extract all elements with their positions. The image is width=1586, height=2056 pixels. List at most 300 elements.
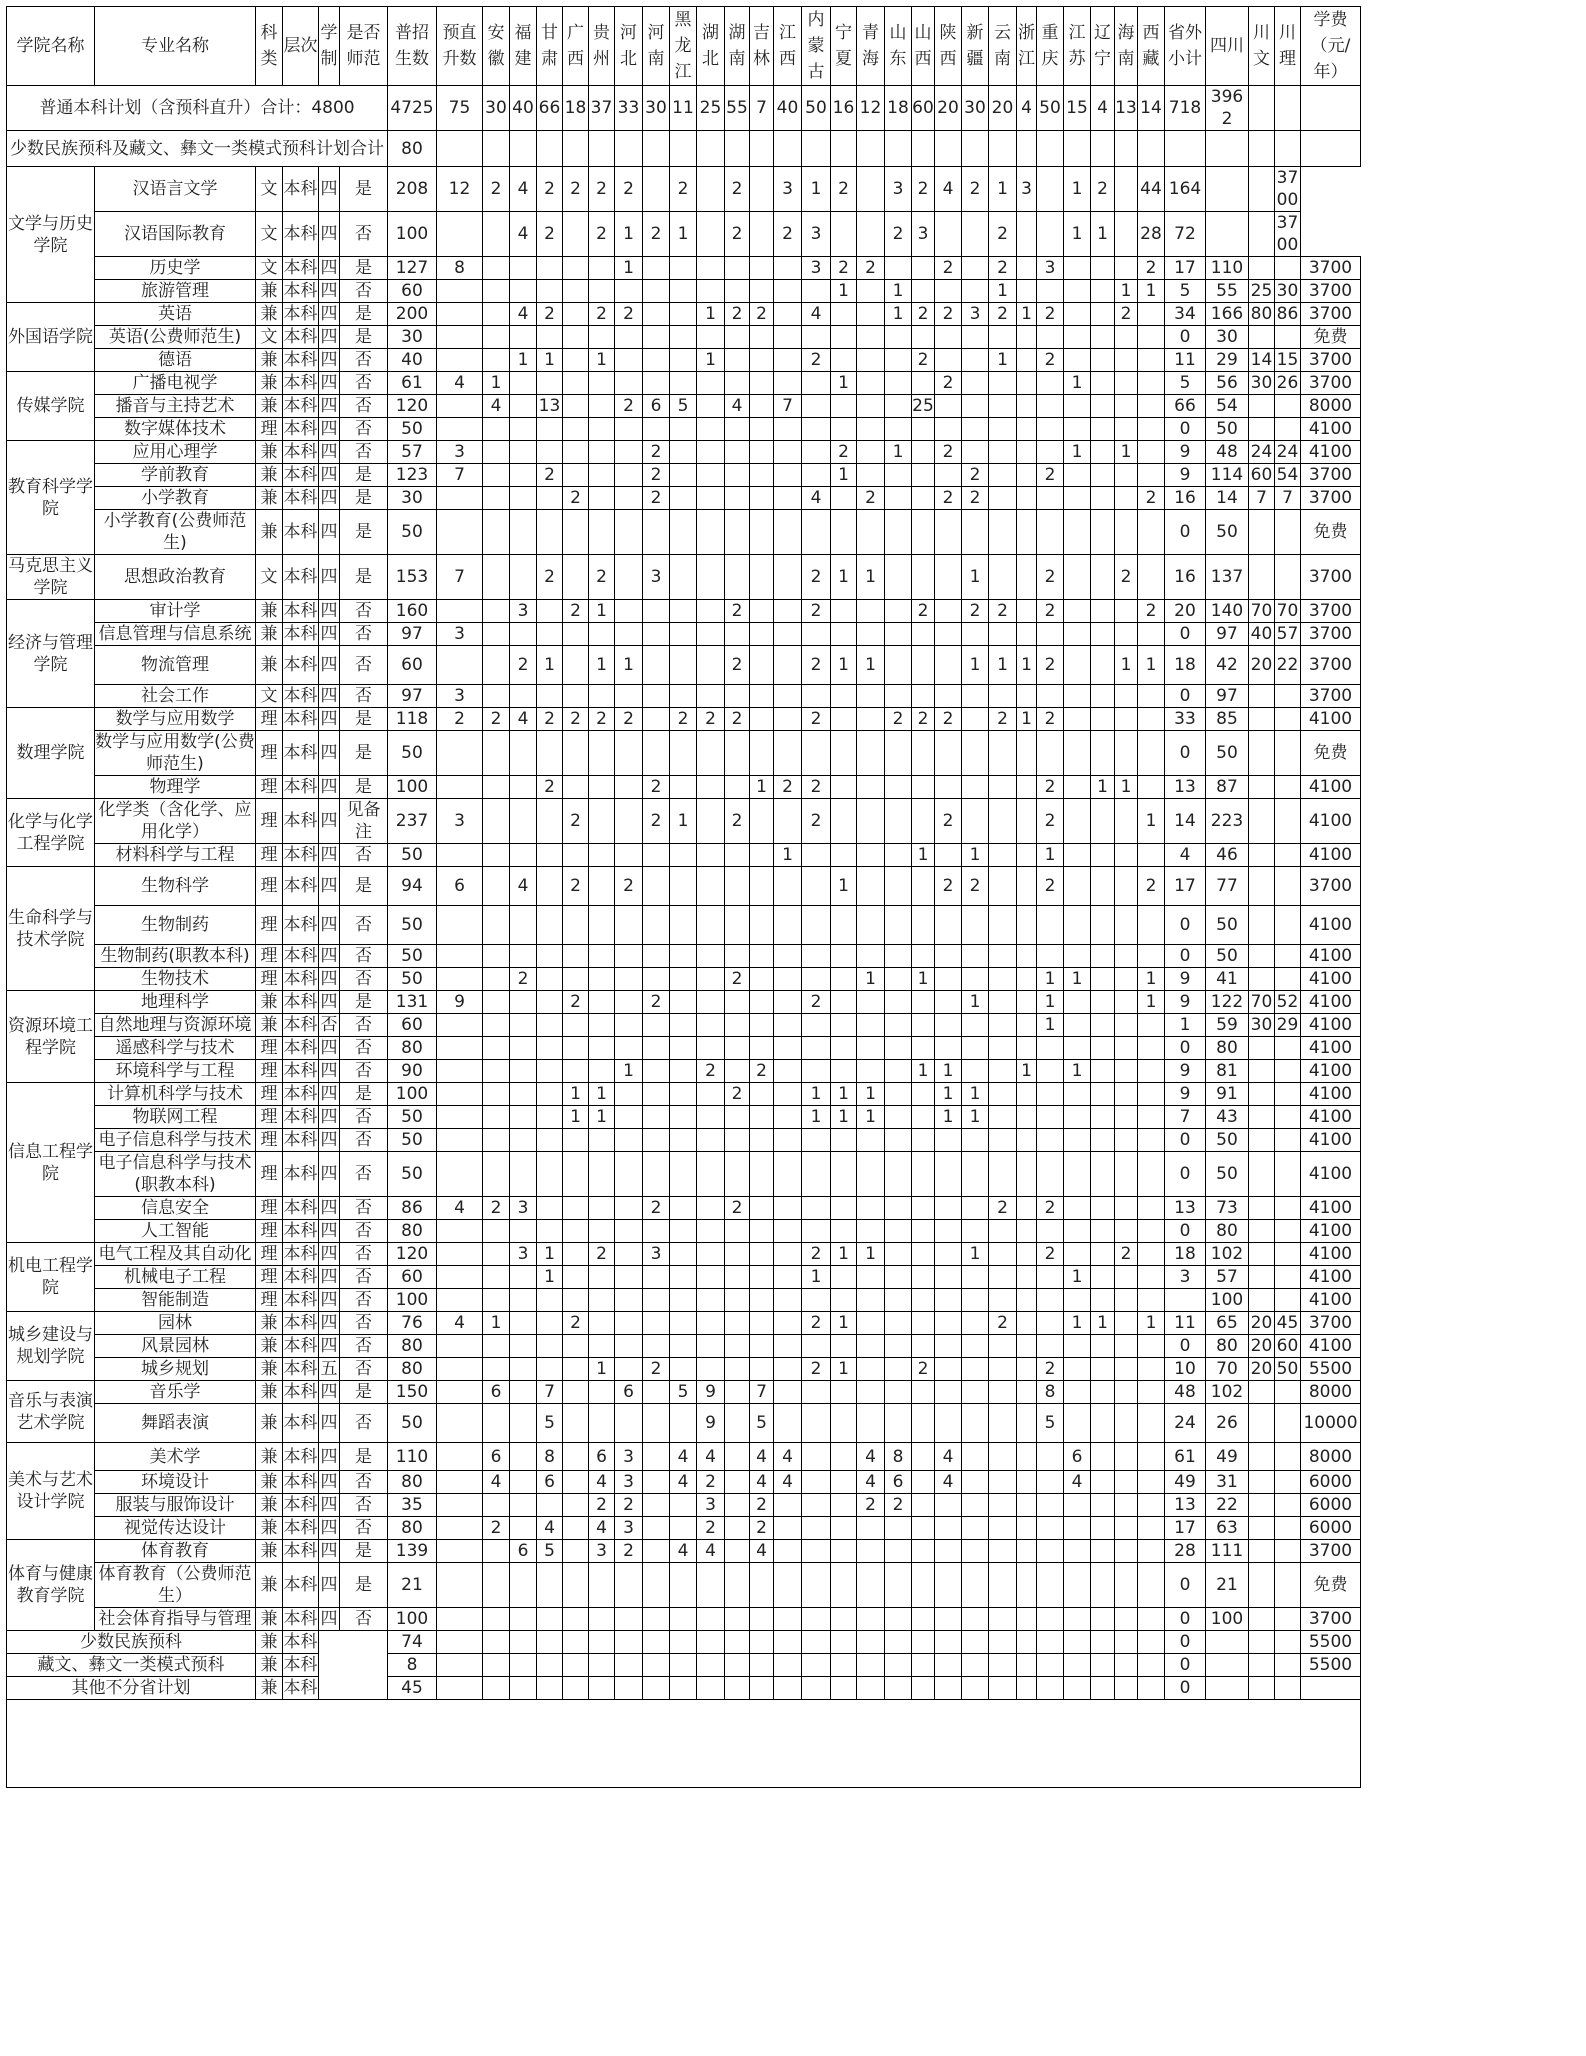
cell-gansu — [537, 945, 563, 968]
cell-outside-subtotal: 18 — [1165, 646, 1206, 685]
cell-guizhou — [589, 1152, 615, 1197]
table-row — [7, 906, 1361, 945]
cell-category: 兼 — [256, 1443, 283, 1471]
cell-normal: 否 — [340, 395, 388, 418]
cell-xinjiang — [962, 1608, 989, 1631]
cell-jiangsu — [1064, 799, 1091, 844]
cell-empty — [670, 1654, 697, 1677]
cell-jiangxi — [774, 1106, 802, 1129]
cell-shandong — [885, 1197, 912, 1220]
cell-empty — [912, 1654, 935, 1677]
cell-gansu — [537, 600, 563, 623]
cell-liaoning — [1091, 623, 1115, 646]
major-name: 城乡规划 — [95, 1358, 256, 1381]
table-row — [7, 1335, 1361, 1358]
cell-empty — [1017, 1631, 1037, 1654]
cell-empty — [802, 1677, 831, 1700]
cell-yunnan: 1 — [989, 280, 1017, 303]
cell-xizang — [1138, 844, 1165, 867]
cell-normal: 是 — [340, 776, 388, 799]
cell-liaoning — [1091, 418, 1115, 441]
cell-xinjiang — [962, 1266, 989, 1289]
summary-value — [935, 131, 962, 167]
cell-ningxia — [831, 326, 857, 349]
summary-row — [7, 131, 1361, 167]
cell-normal: 否 — [340, 1037, 388, 1060]
cell-normal: 否 — [340, 945, 388, 968]
cell-jiangsu — [1064, 257, 1091, 280]
cell-shaanxi — [935, 646, 962, 685]
cell-xinjiang — [962, 1197, 989, 1220]
cell-shaanxi — [935, 776, 962, 799]
cell-jiangsu: 1 — [1064, 968, 1091, 991]
cell-jilin — [750, 646, 774, 685]
cell-total: 160 — [388, 600, 437, 623]
cell-category: 兼 — [256, 1381, 283, 1404]
cell-hunan — [725, 555, 750, 600]
cell-henan: 2 — [643, 1197, 670, 1220]
cell-guangxi — [563, 326, 589, 349]
cell-chongqing: 1 — [1037, 1014, 1064, 1037]
cell-zhejiang — [1017, 418, 1037, 441]
cell-xizang: 2 — [1138, 600, 1165, 623]
cell-ningxia: 1 — [831, 1083, 857, 1106]
summary-value: 7 — [750, 86, 774, 131]
cell-liaoning — [1091, 1083, 1115, 1106]
cell-henan: 2 — [643, 799, 670, 844]
cell-xinjiang — [962, 510, 989, 555]
cell-sichuan-science: 26 — [1275, 372, 1301, 395]
cell-qinghai — [857, 1129, 885, 1152]
cell-jiangsu: 6 — [1064, 1443, 1091, 1471]
cell-anhui: 2 — [483, 167, 510, 212]
cell-fujian — [510, 326, 537, 349]
cell-tuition: 3700 — [1301, 280, 1361, 303]
cell-direct — [437, 731, 483, 776]
cell-gansu: 4 — [537, 1517, 563, 1540]
cell-chongqing — [1037, 945, 1064, 968]
cell-level: 本科 — [283, 510, 319, 555]
cell-sichuan: 100 — [1206, 1289, 1249, 1312]
cell-shaanxi — [935, 1404, 962, 1443]
cell-category: 兼 — [256, 372, 283, 395]
table-row — [7, 372, 1361, 395]
cell-hainan — [1115, 1083, 1138, 1106]
cell-category: 理 — [256, 867, 283, 906]
cell-outside-subtotal: 0 — [1165, 945, 1206, 968]
summary-value: 25 — [697, 86, 725, 131]
cell-anhui — [483, 487, 510, 510]
cell-neimenggu — [802, 372, 831, 395]
cell-xizang — [1138, 1540, 1165, 1563]
cell-zhejiang — [1017, 1494, 1037, 1517]
cell-normal: 否 — [340, 646, 388, 685]
cell-normal: 否 — [340, 1608, 388, 1631]
cell-category: 理 — [256, 776, 283, 799]
cell-neimenggu — [802, 441, 831, 464]
cell-hebei: 2 — [615, 395, 643, 418]
cell-fujian — [510, 1517, 537, 1540]
cell-fujian — [510, 1014, 537, 1037]
cell-liaoning — [1091, 600, 1115, 623]
cell-normal: 是 — [340, 867, 388, 906]
cell-xinjiang — [962, 349, 989, 372]
table-row — [7, 510, 1361, 555]
cell-level: 本科 — [283, 396, 318, 416]
cell-direct: 4 — [437, 372, 483, 395]
cell-ningxia: 1 — [831, 1312, 857, 1335]
cell-hebei — [615, 1563, 643, 1608]
cell-chongqing — [1037, 1335, 1064, 1358]
cell-shandong — [885, 1037, 912, 1060]
cell-jiangxi — [774, 1266, 802, 1289]
cell-liaoning — [1091, 303, 1115, 326]
cell-jilin — [750, 1037, 774, 1060]
cell-shaanxi: 2 — [935, 487, 962, 510]
cell-level: 本科 — [283, 624, 318, 644]
cell-sichuan-science: 54 — [1275, 464, 1301, 487]
cell-xinjiang — [962, 1563, 989, 1608]
enrollment-plan-sheet — [6, 6, 1361, 1788]
cell-level: 本科 — [283, 1518, 318, 1538]
cell-neimenggu: 2 — [802, 776, 831, 799]
cell-shandong: 1 — [885, 280, 912, 303]
cell-level: 本科 — [283, 1541, 318, 1561]
cell-hainan — [1115, 1381, 1138, 1404]
cell-hunan — [725, 418, 750, 441]
cell-chongqing — [1037, 372, 1064, 395]
cell-gansu — [537, 510, 563, 555]
cell-guizhou — [589, 418, 615, 441]
cell-hainan — [1115, 1060, 1138, 1083]
cell-shandong — [885, 1358, 912, 1381]
cell-jiangsu — [1064, 1494, 1091, 1517]
cell-hunan — [725, 372, 750, 395]
cell-category: 兼 — [256, 1335, 283, 1358]
cell-total: 153 — [388, 555, 437, 600]
cell-sichuan-science — [1275, 968, 1301, 991]
cell-heilongjiang — [670, 1129, 697, 1152]
cell-hainan — [1115, 1266, 1138, 1289]
cell-heilongjiang — [670, 1358, 697, 1381]
cell-gansu: 5 — [537, 1540, 563, 1563]
cell-empty — [1115, 1631, 1138, 1654]
cell-xizang — [1138, 372, 1165, 395]
cell-anhui — [483, 1540, 510, 1563]
cell-guangxi — [563, 372, 589, 395]
cell-guizhou: 2 — [589, 167, 615, 212]
cell-direct: 7 — [437, 464, 483, 487]
table-row — [7, 1404, 1361, 1443]
cell-chongqing — [1037, 1517, 1064, 1540]
cell-chongqing — [1037, 731, 1064, 776]
major-name: 机械电子工程 — [95, 1266, 256, 1289]
cell-jilin: 4 — [750, 1443, 774, 1471]
cell-guangxi — [563, 776, 589, 799]
cell-shandong — [885, 510, 912, 555]
cell-hebei — [615, 1608, 643, 1631]
cell-shaanxi — [935, 1037, 962, 1060]
cell-heilongjiang — [670, 991, 697, 1014]
cell-shandong — [885, 1060, 912, 1083]
cell-sichuan: 29 — [1206, 349, 1249, 372]
cell-direct: 3 — [437, 685, 483, 708]
cell-gansu — [537, 623, 563, 646]
cell-neimenggu — [802, 1608, 831, 1631]
cell-guangxi — [563, 1494, 589, 1517]
cell-henan — [643, 1608, 670, 1631]
cell-outside-subtotal — [1165, 1289, 1206, 1312]
cell-anhui: 4 — [483, 395, 510, 418]
summary-value: 3962 — [1206, 86, 1249, 131]
cell-shandong — [885, 1335, 912, 1358]
cell-zhejiang — [1017, 600, 1037, 623]
cell-qinghai — [857, 906, 885, 945]
cell-neimenggu: 2 — [802, 646, 831, 685]
cell-sichuan-science — [1275, 510, 1301, 555]
cell-shandong — [885, 968, 912, 991]
cell-tuition: 3700 — [1301, 349, 1361, 372]
cell-guangxi — [563, 844, 589, 867]
cell-chongqing — [1037, 1563, 1064, 1608]
cell-category: 兼 — [256, 991, 283, 1014]
cell-hebei: 3 — [615, 1517, 643, 1540]
cell-xizang — [1138, 1152, 1165, 1197]
cell-anhui — [483, 1335, 510, 1358]
cell-tuition: 3700 — [1301, 555, 1361, 600]
cell-outside-subtotal: 0 — [1165, 685, 1206, 708]
header-major: 专业名称 — [95, 7, 256, 86]
cell-jiangsu — [1064, 991, 1091, 1014]
summary-value — [1017, 131, 1037, 167]
cell-qinghai — [857, 799, 885, 844]
cell-direct — [437, 1129, 483, 1152]
cell-empty — [725, 1654, 750, 1677]
cell-normal: 是 — [340, 1540, 388, 1563]
blank-row — [7, 1700, 1361, 1788]
cell-chongqing: 2 — [1037, 646, 1064, 685]
cell-zhejiang — [1017, 968, 1037, 991]
cell-duration: 四 — [319, 1563, 340, 1608]
cell-empty — [774, 1677, 802, 1700]
cell-sichuan: 21 — [1206, 1563, 1249, 1608]
cell-heilongjiang: 4 — [670, 1443, 697, 1471]
cell-guangxi — [563, 212, 589, 257]
cell-shaanxi — [935, 555, 962, 600]
cell-jiangsu: 1 — [1064, 167, 1091, 212]
major-name: 思想政治教育 — [95, 555, 256, 600]
cell-sichuan: 42 — [1206, 646, 1249, 685]
cell-tuition: 3700 — [1301, 303, 1361, 326]
cell-sichuan: 85 — [1206, 708, 1249, 731]
cell-hainan — [1115, 991, 1138, 1014]
cell-henan: 2 — [643, 1358, 670, 1381]
cell-ningxia: 1 — [831, 464, 857, 487]
cell-sichuan-science: 3700 — [1275, 167, 1301, 212]
cell-xizang — [1138, 1289, 1165, 1312]
cell-jiangsu — [1064, 1358, 1091, 1381]
table-row — [7, 1220, 1361, 1243]
cell-xizang — [1138, 1197, 1165, 1220]
cell-xinjiang — [962, 1471, 989, 1494]
cell-level: 本科 — [283, 1472, 318, 1492]
cell-anhui — [483, 1083, 510, 1106]
cell-normal: 是 — [340, 1083, 388, 1106]
cell-hebei — [615, 623, 643, 646]
cell-normal: 否 — [340, 1335, 388, 1358]
cell-hainan — [1115, 1289, 1138, 1312]
cell-hebei — [615, 418, 643, 441]
cell-neimenggu: 1 — [802, 1266, 831, 1289]
cell-jiangxi — [774, 1358, 802, 1381]
summary-value: 18 — [885, 86, 912, 131]
cell-chongqing: 2 — [1037, 1358, 1064, 1381]
cell-direct: 4 — [437, 1312, 483, 1335]
cell-outside-subtotal: 33 — [1165, 708, 1206, 731]
cell-hunan — [725, 1243, 750, 1266]
cell-shandong: 2 — [885, 708, 912, 731]
cell-shandong — [885, 1266, 912, 1289]
cell-fujian: 1 — [510, 349, 537, 372]
cell-sichuan-arts — [1249, 945, 1275, 968]
cell-fujian — [510, 1404, 537, 1443]
cell-jilin — [750, 1152, 774, 1197]
cell-heilongjiang: 1 — [670, 212, 697, 257]
cell-empty — [643, 1631, 670, 1654]
cell-anhui: 6 — [483, 1443, 510, 1471]
cell-gansu — [537, 731, 563, 776]
cell-guangxi: 2 — [563, 487, 589, 510]
cell-henan — [643, 1335, 670, 1358]
cell-anhui — [483, 991, 510, 1014]
cell-sichuan: 91 — [1206, 1083, 1249, 1106]
cell-ningxia — [831, 487, 857, 510]
cell-yunnan — [989, 1381, 1017, 1404]
cell-jilin — [750, 799, 774, 844]
cell-jiangxi — [774, 1312, 802, 1335]
cell-shandong — [885, 257, 912, 280]
cell-chongqing — [1037, 395, 1064, 418]
cell-jiangsu — [1064, 487, 1091, 510]
cell-duration: 四 — [319, 555, 340, 600]
cell-yunnan — [989, 1540, 1017, 1563]
cell-guangxi — [563, 395, 589, 418]
cell-ningxia — [831, 1381, 857, 1404]
cell-anhui — [483, 1358, 510, 1381]
cell-sichuan: 43 — [1206, 1106, 1249, 1129]
cell-anhui — [483, 1404, 510, 1443]
cell-hubei — [697, 1152, 725, 1197]
cell-qinghai: 1 — [857, 646, 885, 685]
cell-neimenggu — [802, 280, 831, 303]
cell-shandong — [885, 799, 912, 844]
cell-hunan — [725, 326, 750, 349]
cell-heilongjiang — [670, 1563, 697, 1608]
cell-zhejiang — [1017, 257, 1037, 280]
cell-normal: 是 — [340, 1563, 388, 1608]
cell-chongqing — [1037, 326, 1064, 349]
cell-heilongjiang — [670, 600, 697, 623]
cell-xinjiang — [962, 326, 989, 349]
cell-heilongjiang — [670, 646, 697, 685]
cell-jiangxi — [774, 1335, 802, 1358]
cell-empty — [885, 1631, 912, 1654]
cell-empty — [537, 1654, 563, 1677]
header-direct: 预直升数 — [437, 7, 483, 86]
cell-anhui: 1 — [483, 1312, 510, 1335]
cell-jilin — [750, 257, 774, 280]
cell-jilin: 2 — [750, 1060, 774, 1083]
cell-sichuan-arts — [1249, 1381, 1275, 1404]
cell-henan — [643, 1083, 670, 1106]
cell-empty — [537, 1677, 563, 1700]
cell-tuition: 4100 — [1301, 1152, 1361, 1197]
cell-guangxi: 1 — [563, 1083, 589, 1106]
cell-shandong — [885, 906, 912, 945]
cell-henan — [643, 1289, 670, 1312]
cell-tuition: 4100 — [1301, 1197, 1361, 1220]
cell-qinghai — [857, 1289, 885, 1312]
cell-hebei — [615, 1289, 643, 1312]
cell-anhui — [483, 646, 510, 685]
cell-anhui — [483, 280, 510, 303]
cell-sichuan-arts — [1249, 395, 1275, 418]
cell-outside-subtotal: 16 — [1165, 487, 1206, 510]
cell-xizang: 1 — [1138, 1312, 1165, 1335]
cell-empty — [885, 1677, 912, 1700]
cell-total: 80 — [388, 1335, 437, 1358]
cell-direct — [437, 1152, 483, 1197]
cell-category: 兼 — [256, 1358, 283, 1381]
cell-guizhou — [589, 867, 615, 906]
cell-guangxi — [563, 1404, 589, 1443]
table-row — [7, 731, 1361, 776]
cell-yunnan — [989, 1404, 1017, 1443]
major-name: 电子信息科学与技术(职教本科) — [95, 1152, 256, 1197]
cell-normal: 是 — [340, 731, 388, 776]
cell-guangxi — [563, 1381, 589, 1404]
cell-jiangxi — [774, 372, 802, 395]
cell-tuition: 3700 — [1301, 487, 1361, 510]
cell-shanxi — [912, 326, 935, 349]
blank-cell — [7, 1700, 1361, 1788]
cell-duration: 五 — [320, 1359, 338, 1379]
major-name: 生物制药 — [95, 906, 256, 945]
cell-sichuan-arts — [1249, 1608, 1275, 1631]
cell-henan: 2 — [643, 776, 670, 799]
cell-hainan — [1115, 708, 1138, 731]
cell-shaanxi — [935, 418, 962, 441]
cell-jiangsu — [1064, 623, 1091, 646]
cell-gansu — [537, 867, 563, 906]
cell-anhui — [483, 1220, 510, 1243]
cell-neimenggu — [802, 464, 831, 487]
cell-xizang — [1138, 464, 1165, 487]
cell-shandong: 2 — [885, 212, 912, 257]
cell-tuition: 4100 — [1301, 441, 1361, 464]
cell-direct — [437, 1060, 483, 1083]
cell-shaanxi: 2 — [935, 303, 962, 326]
cell-yunnan — [989, 1494, 1017, 1517]
summary-value — [537, 131, 563, 167]
cell-hebei — [615, 1106, 643, 1129]
cell-tuition: 4100 — [1301, 906, 1361, 945]
cell-ningxia: 1 — [831, 646, 857, 685]
cell-empty — [1017, 1677, 1037, 1700]
cell-jiangsu — [1064, 1152, 1091, 1197]
cell-heilongjiang — [670, 1608, 697, 1631]
cell-sichuan: 80 — [1206, 1335, 1249, 1358]
